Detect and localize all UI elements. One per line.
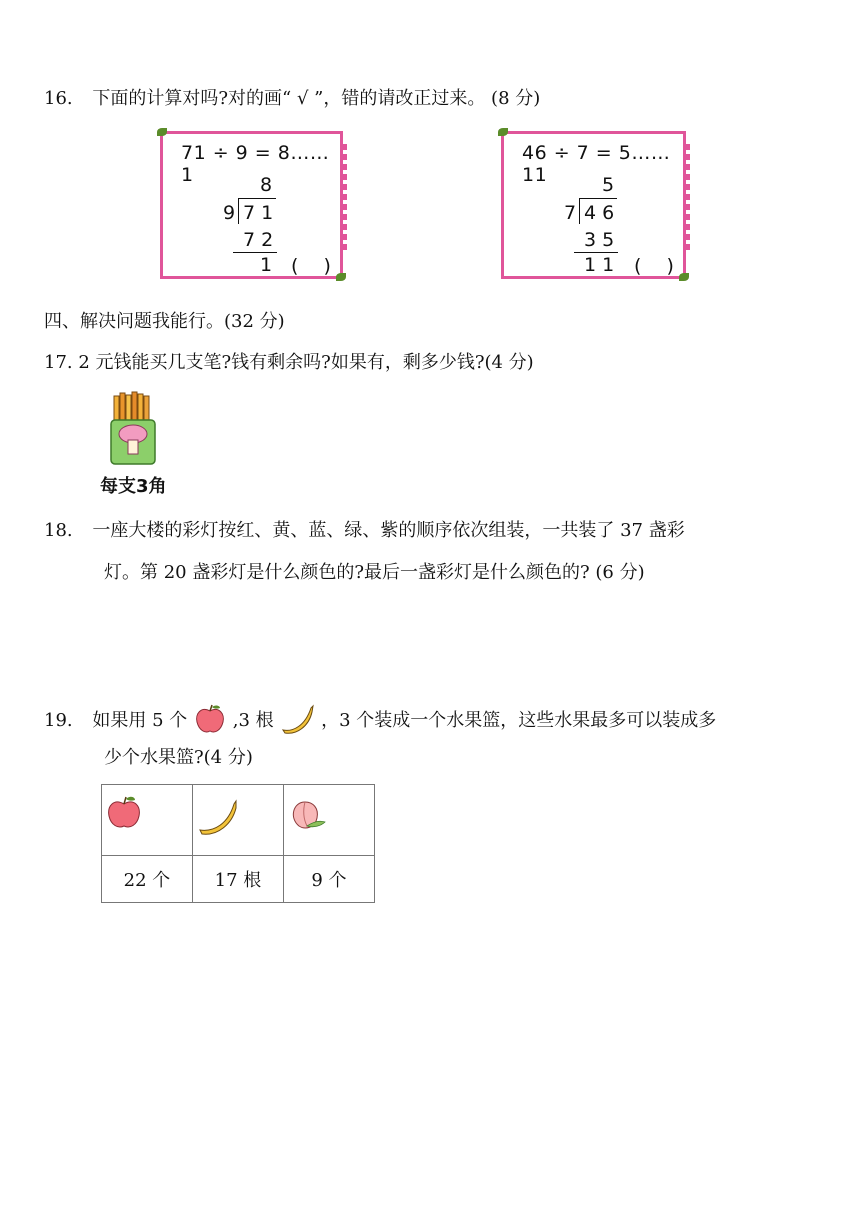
division-bar (238, 198, 276, 199)
apple-icon (105, 792, 143, 832)
q18-number: 18. (44, 520, 73, 541)
q16-number: 16. (44, 88, 73, 109)
answer-parentheses[interactable]: ( ) (634, 255, 674, 277)
quotient: 8 (260, 174, 273, 196)
q19-number: 19. (44, 710, 73, 731)
banana-icon (196, 794, 240, 838)
dividend: 7 1 (243, 202, 274, 224)
subtraction-line (574, 252, 618, 253)
leaf-decoration (498, 128, 508, 136)
table-cell: 22 个 (102, 856, 193, 903)
q16-heading (44, 86, 540, 112)
table-row (102, 785, 375, 856)
q18-text: 一座大楼的彩灯按红、黄、蓝、绿、紫的顺序依次组装，一共装了 37 盏彩 (92, 520, 685, 541)
table-cell: 17 根 (193, 856, 284, 903)
subtraction-line (233, 252, 277, 253)
q18-line1 (44, 518, 685, 544)
pencil-cup-image (100, 390, 167, 497)
division-bar (579, 198, 617, 199)
table-row (102, 856, 375, 903)
table-cell (102, 785, 193, 856)
section-title: 四、解决问题我能行。(32 分) (44, 311, 285, 332)
table-cell: 9 个 (284, 856, 375, 903)
q18-line2: 灯。第 20 盏彩灯是什么颜色的?最后一盏彩灯是什么颜色的? (6 分) (104, 562, 645, 583)
banana-icon (279, 702, 315, 736)
division-equation: 71 ÷ 9 = 8……1 (181, 142, 330, 186)
q19-part3: ，3 个装成一个水果篮，这些水果最多可以装成多 (321, 710, 717, 731)
divisor: 9 (223, 202, 236, 224)
leaf-decoration (679, 273, 689, 281)
quotient: 5 (602, 174, 615, 196)
border-decoration (342, 144, 347, 254)
divisor: 7 (564, 202, 577, 224)
product: 3 5 (584, 229, 615, 251)
q16-text: 下面的计算对吗?对的画“ √ ”，错的请改正过来。 (8 分) (92, 88, 541, 109)
border-decoration (685, 144, 690, 254)
division-bracket (579, 198, 580, 224)
division-box-left (160, 131, 343, 279)
division-bracket (238, 198, 239, 224)
table-cell (284, 785, 375, 856)
leaf-decoration (157, 128, 167, 136)
pencil-cup-icon (104, 390, 164, 470)
q19-line2: 少个水果篮?(4 分) (104, 747, 253, 768)
remainder: 1 (260, 254, 273, 276)
answer-parentheses[interactable]: ( ) (291, 255, 331, 277)
q17-text: 17. 2 元钱能买几支笔?钱有剩余吗?如果有，剩多少钱?(4 分) (44, 352, 534, 373)
q19-part2: ,3 根 (232, 710, 274, 731)
remainder: 1 1 (584, 254, 615, 276)
image-caption: 每支3角 (100, 476, 167, 497)
fruit-table (101, 784, 375, 903)
division-equation: 46 ÷ 7 = 5……11 (522, 142, 671, 186)
apple-icon (193, 702, 227, 736)
peach-icon (285, 794, 329, 838)
q19-line1 (44, 702, 716, 736)
dividend: 4 6 (584, 202, 615, 224)
leaf-decoration (336, 273, 346, 281)
q19-part1: 如果用 5 个 (92, 710, 188, 731)
table-cell (193, 785, 284, 856)
product: 7 2 (243, 229, 274, 251)
division-box-right (501, 131, 686, 279)
